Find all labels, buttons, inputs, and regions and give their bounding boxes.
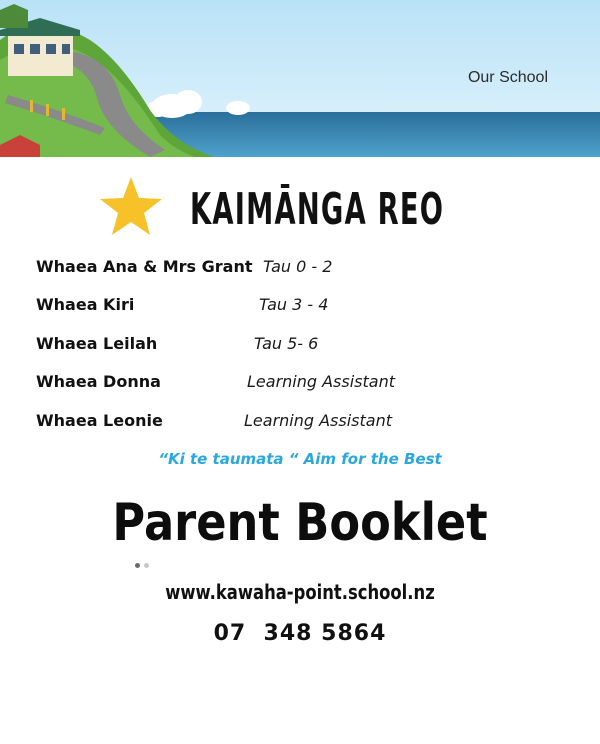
- school-motto: “Ki te taumata “ Aim for the Best: [158, 450, 442, 468]
- staff-name: Whaea Ana & Mrs Grant: [36, 257, 253, 276]
- carousel-dot[interactable]: [144, 563, 149, 568]
- staff-name: Whaea Kiri: [36, 295, 135, 314]
- star-icon: [99, 175, 163, 237]
- school-website: www.kawaha-point.school.nz: [165, 580, 435, 604]
- nav-our-school[interactable]: Our School: [467, 69, 548, 86]
- staff-role: Tau 3 - 4: [259, 295, 329, 314]
- staff-row: [36, 332, 576, 356]
- staff-name: Whaea Leonie: [36, 411, 163, 430]
- staff-role: Learning Assistant: [244, 411, 392, 430]
- header-banner: [0, 0, 600, 157]
- staff-role: Tau 0 - 2: [263, 257, 333, 276]
- carousel-dots: [135, 553, 153, 559]
- section-title: KAIMĀNGA REO: [190, 184, 445, 235]
- staff-role: Tau 5- 6: [254, 334, 319, 353]
- school-phone: 07 348 5864: [213, 621, 387, 646]
- staff-row: [36, 409, 576, 433]
- staff-row: [36, 293, 576, 317]
- staff-row: [36, 255, 576, 279]
- staff-row: [36, 370, 576, 394]
- staff-name: Whaea Donna: [36, 372, 161, 391]
- carousel-dot[interactable]: [135, 563, 140, 568]
- staff-role: Learning Assistant: [247, 372, 395, 391]
- booklet-title: Parent Booklet: [112, 493, 488, 553]
- staff-name: Whaea Leilah: [36, 334, 158, 353]
